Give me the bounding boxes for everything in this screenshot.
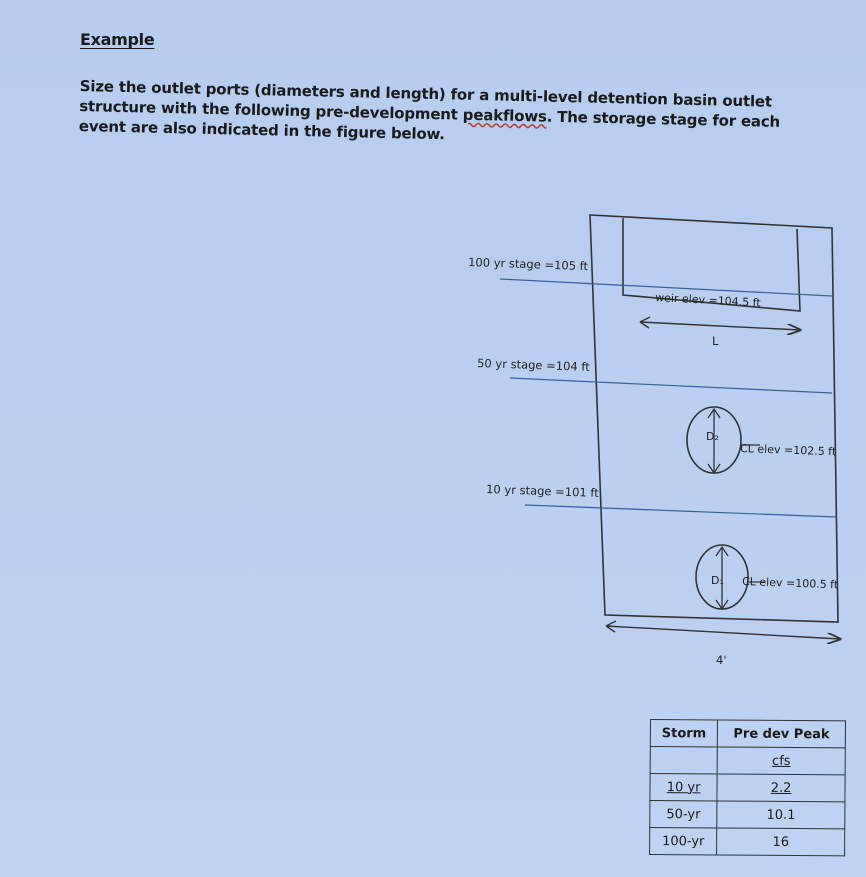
table-cell-peak: 16 bbox=[717, 828, 845, 856]
table-row bbox=[650, 801, 845, 829]
table-row bbox=[650, 828, 845, 856]
table-header-peak: Pre dev Peak bbox=[718, 720, 846, 748]
weir-length-label: L bbox=[712, 334, 719, 348]
stage-label-10yr: 10 yr stage =101 ft bbox=[485, 482, 599, 500]
stage-line-50yr bbox=[510, 378, 832, 393]
peak-flow-table bbox=[649, 719, 846, 856]
problem-text-after: . The storage stage for each event are also indicated in the figure below. bbox=[78, 107, 781, 144]
table-cell-peak: 2.2 bbox=[717, 774, 845, 802]
lower-port-diameter-label: D₁ bbox=[711, 574, 724, 587]
table-cell-storm: 10 yr bbox=[650, 774, 717, 801]
stage-label-50yr: 50 yr stage =104 ft bbox=[476, 356, 590, 374]
lower-port-elev-label: CL elev =100.5 ft bbox=[741, 575, 839, 592]
weir-length-arrow bbox=[640, 322, 800, 330]
page-title: Example bbox=[80, 30, 155, 49]
table-cell-peak: 10.1 bbox=[717, 801, 845, 829]
stage-line-10yr bbox=[525, 505, 836, 517]
upper-port-elev-label: CL elev =102.5 ft bbox=[739, 442, 837, 459]
problem-text-underlined: peakflows bbox=[462, 105, 547, 126]
width-arrow bbox=[606, 626, 840, 639]
table-cell-storm: 50-yr bbox=[650, 801, 717, 828]
table-cell-storm: 100-yr bbox=[650, 828, 717, 855]
table-cell-storm bbox=[650, 747, 717, 774]
stage-label-100yr: 100 yr stage =105 ft bbox=[467, 255, 589, 274]
upper-port-diameter-label: D₂ bbox=[706, 430, 719, 443]
table-header-row bbox=[650, 720, 845, 748]
width-label: 4' bbox=[716, 653, 727, 667]
table-row bbox=[650, 774, 845, 802]
weir-elev-label: weir elev =104.5 ft bbox=[654, 291, 762, 310]
table-row bbox=[650, 747, 845, 775]
problem-text-before: Size the outlet ports (diameters and length) for a multi-level detention basin outlet structure with the following pre-development bbox=[79, 76, 773, 124]
table-cell-peak: cfs bbox=[717, 747, 845, 775]
table-header-storm: Storm bbox=[650, 720, 717, 747]
